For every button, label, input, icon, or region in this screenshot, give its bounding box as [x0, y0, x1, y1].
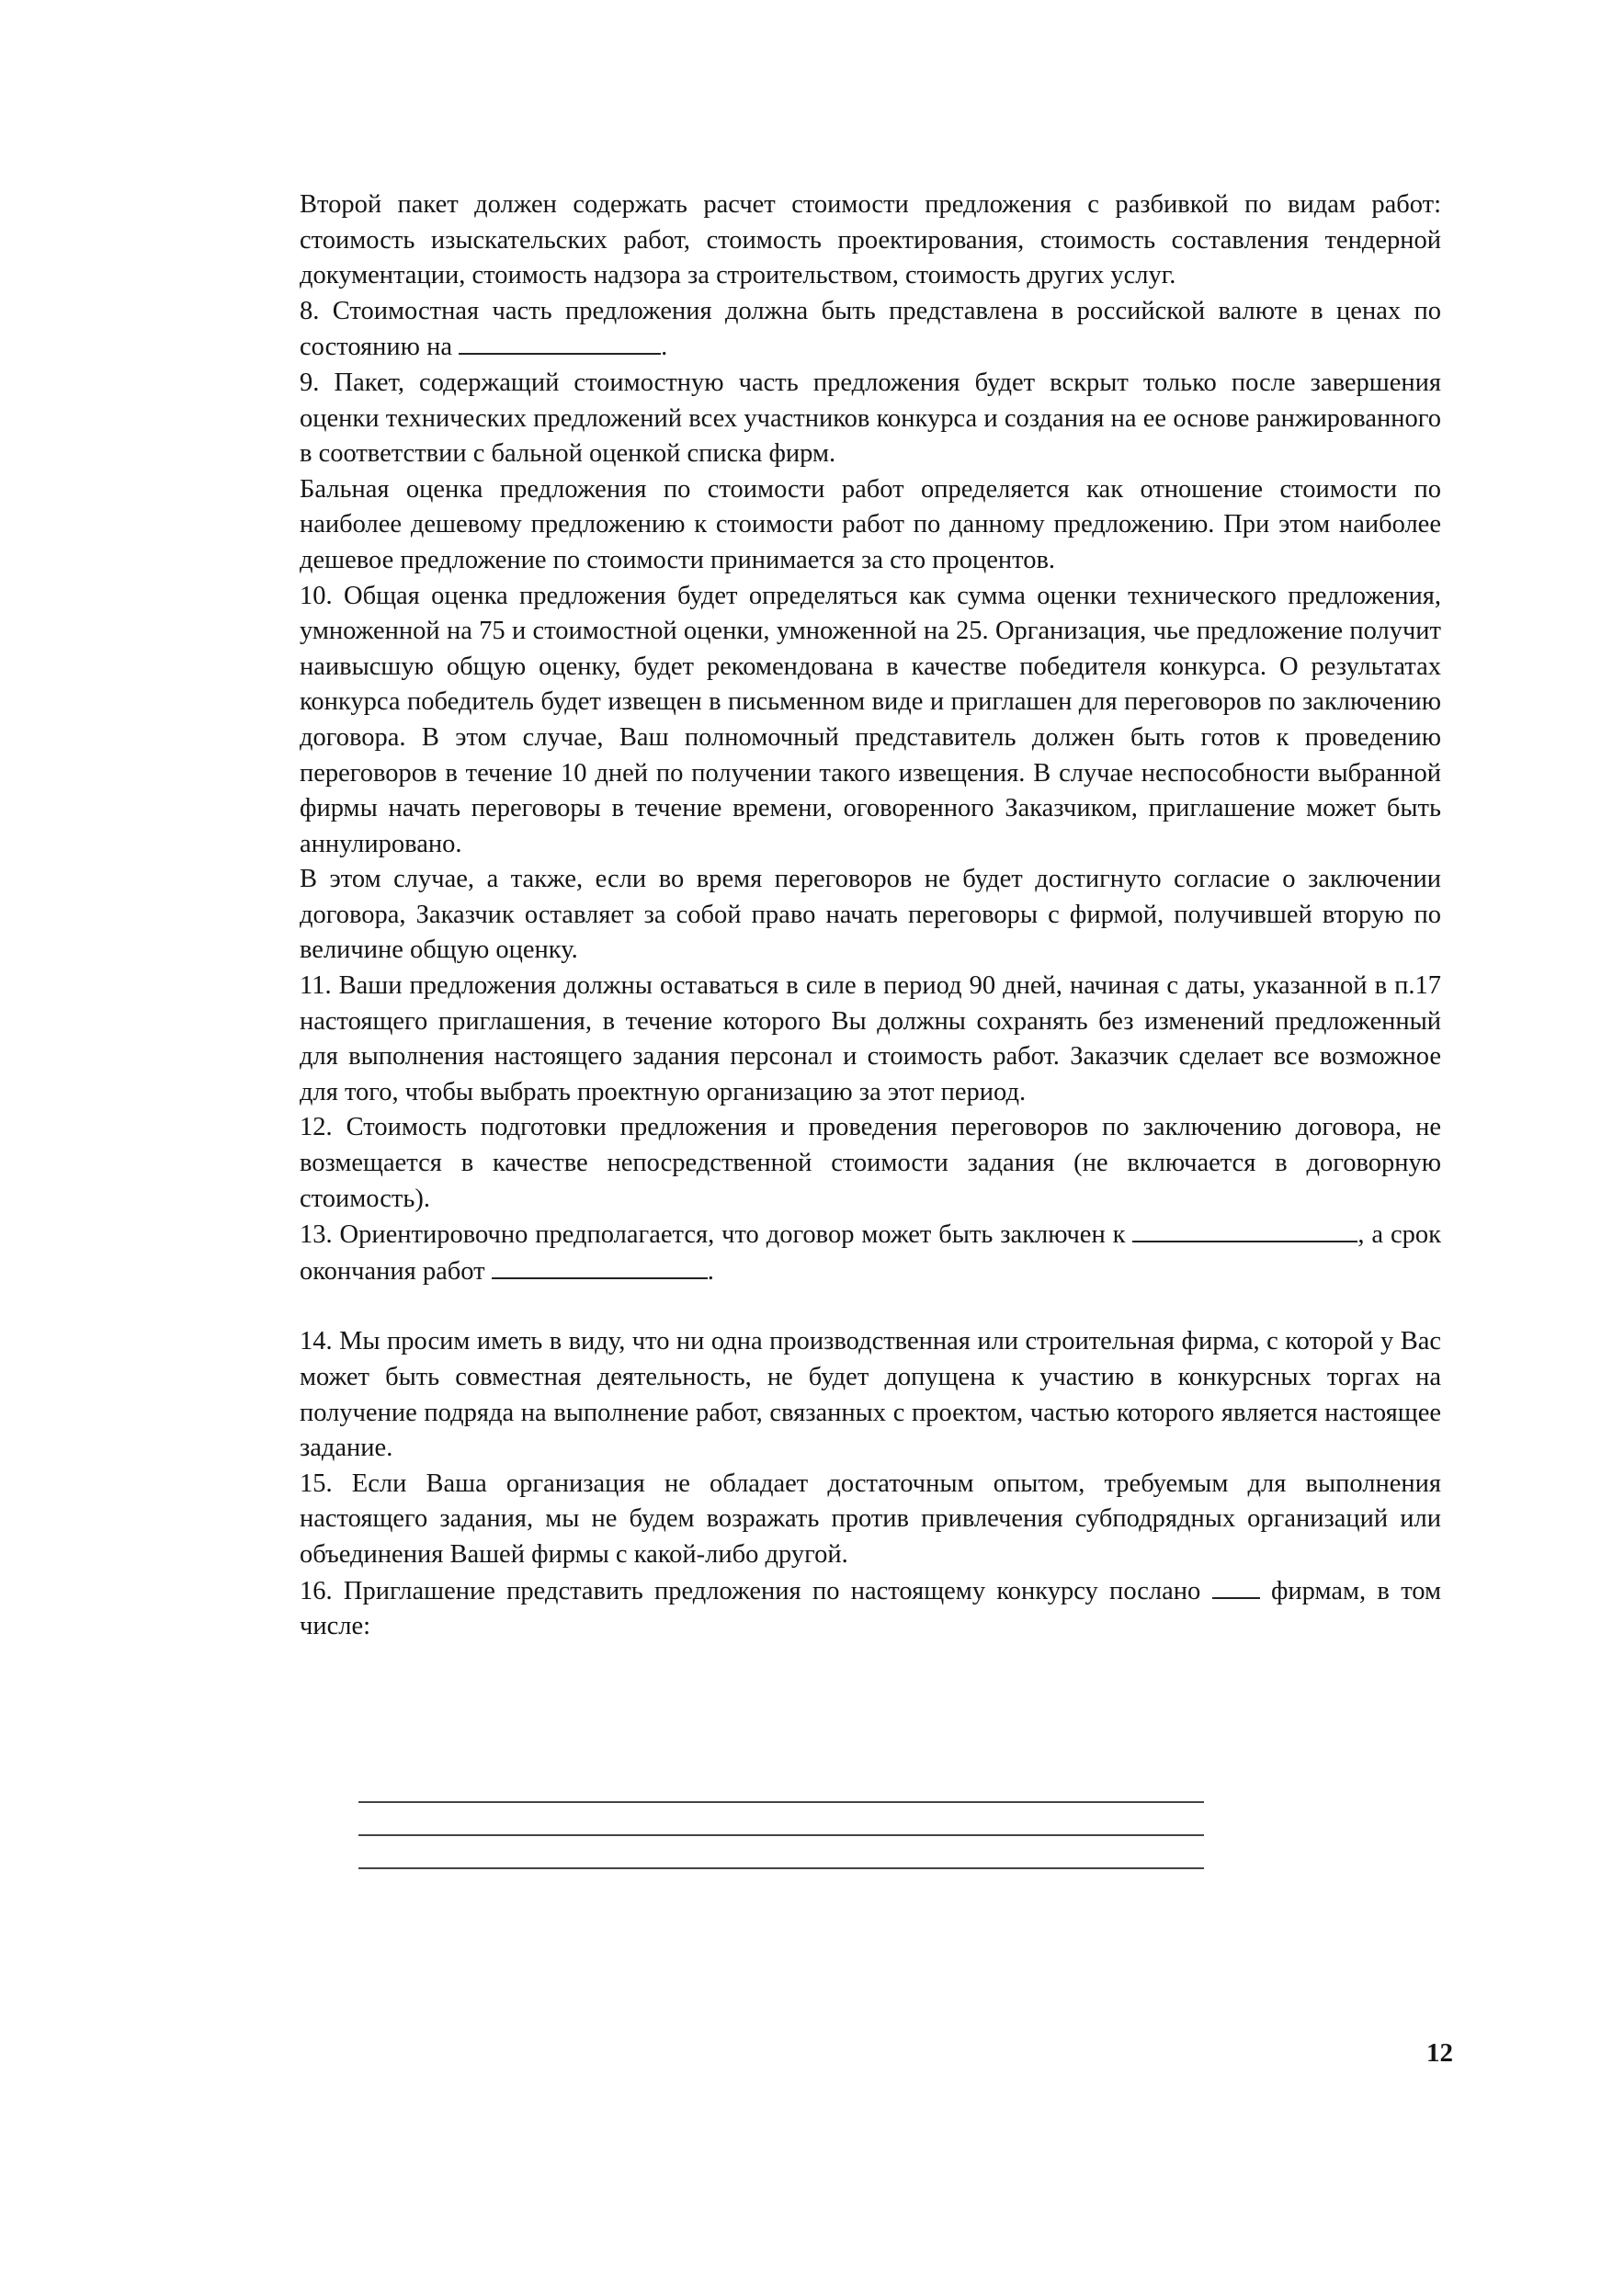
firm-line — [358, 1834, 1204, 1836]
paragraph-13: 13. Ориентировочно предполагается, что договор может быть заключен к , а срок окончания работ . — [300, 1217, 1441, 1289]
paragraph-9: 9. Пакет, содержащий стоимостную часть предложения будет вскрыт только после завершения оценки технических предложений всех участников конкурса и создания на ее основе ранжированного в соответствии с бальной оценкой списка фирм. — [300, 368, 1441, 469]
paragraph-14: 14. Мы просим иметь в виду, что ни одна производственная или строительная фирма, с которой у Вас может быть совместная деятельность, не будет допущена к участию в конкурсных торгах на получение подряда на выполнение работ, связанных с проектом, частью которого является настоящее задание. — [300, 1327, 1441, 1463]
contract-date-blank — [1132, 1217, 1357, 1242]
paragraph-13-start: 13. Ориентировочно предполагается, что договор может быть заключен к — [300, 1220, 1126, 1250]
firm-line — [358, 1867, 1204, 1869]
firm-list-lines — [358, 1801, 1204, 1900]
paragraph-8: 8. Стоимостная часть предложения должна быть представлена в российской валюте в ценах по состоянию на . — [300, 296, 1441, 362]
page-number: 12 — [1426, 2038, 1453, 2068]
paragraph-score: Бальная оценка предложения по стоимости работ определяется как отношение стоимости по наиболее дешевому предложению к стоимости работ по данному предложению. При этом наиболее дешевое предложение по стоимости принимается за сто процентов. — [300, 474, 1441, 574]
paragraph-11: 11. Ваши предложения должны оставаться в силе в период 90 дней, начиная с даты, указанной в п.17 настоящего приглашения, в течение которого Вы должны сохранять без изменений предложенный для выполнения настоящего задания персонал и стоимость работ. Заказчик сделает все возможное для того, чтобы выбрать проектную организацию за этот период. — [300, 971, 1441, 1106]
end-date-blank — [492, 1253, 708, 1279]
paragraph-8-text: 8. Стоимостная часть предложения должна быть представлена в российской валюте в ценах по состоянию на — [300, 296, 1441, 362]
paragraph-second-packet: Второй пакет должен содержать расчет стоимости предложения с разбивкой по видам работ: стоимость изыскательских работ, стоимость проектирования, стоимость составления тендерной документации, стоимость надзора за строительством, стоимость других услуг. — [300, 190, 1441, 290]
firm-line — [358, 1801, 1204, 1803]
date-blank — [459, 329, 661, 355]
firm-count-blank — [1212, 1573, 1260, 1599]
paragraph-10: 10. Общая оценка предложения будет определяться как сумма оценки технического предложения, умноженной на 75 и стоимостной оценки, умноженной на 25. Организация, чье предложение получит наивысшую общую оценку, будет рекомендована в качестве победителя конкурса. О результатах конкурса победитель будет извещен в письменном виде и приглашен для переговоров по заключению договора. В этом случае, Ваш полномочный представитель должен быть готов к проведению переговоров в течение 10 дней по получении такого извещения. В случае неспособности выбранной фирмы начать переговоры в течение времени, оговоренного Заказчиком, приглашение может быть аннулировано. — [300, 581, 1441, 858]
paragraph-12: 12. Стоимость подготовки предложения и проведения переговоров по заключению договора, не возмещается в качестве непосредственной стоимости задания (не включается в договорную стоимость). — [300, 1113, 1441, 1213]
paragraph-16 — [300, 1573, 1441, 1645]
document-body — [300, 187, 1441, 1645]
paragraph-16-end: фирмам, в том числе: — [300, 1576, 1442, 1641]
paragraph-16-start: 16. Приглашение представить предложения по настоящему конкурсу послано — [300, 1576, 1201, 1605]
paragraph-15: 15. Если Ваша организация не обладает достаточным опытом, требуемым для выполнения настоящего задания, мы не будем возражать против привлечения субподрядных организаций или объединения Вашей фирмы с какой-либо другой. — [300, 1469, 1441, 1569]
paragraph-case: В этом случае, а также, если во время переговоров не будет достигнуто согласие о заключении договора, Заказчик оставляет за собой право начать переговоры с фирмой, получившей вторую по величине общую оценку. — [300, 865, 1441, 965]
